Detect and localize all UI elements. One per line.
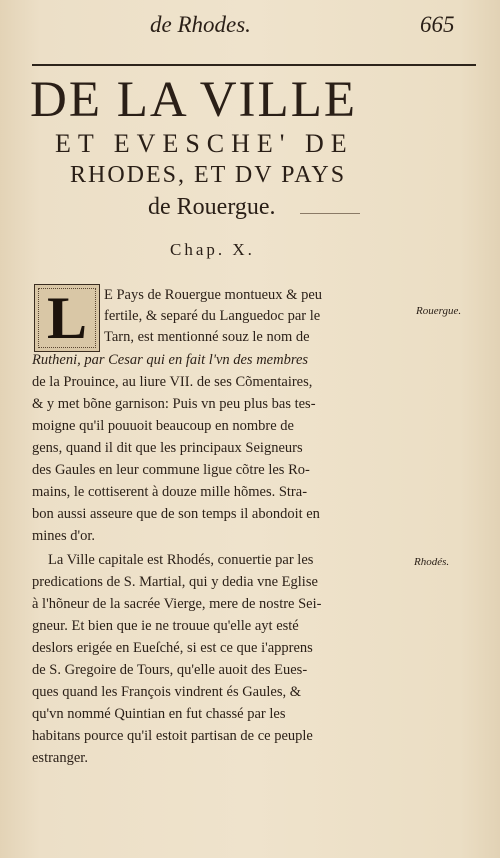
text-line: ques quand les François vindrent és Gaules, &	[32, 684, 302, 700]
text-line: fertile, & separé du Languedoc par le	[104, 308, 321, 324]
text-line: La Ville capitale est Rhodés, conuertie par les	[48, 552, 314, 568]
title-line-4: de Rouergue.	[148, 194, 276, 220]
text-line: à l'hõneur de la sacrée Vierge, mere de nostre Sei-	[32, 596, 322, 612]
text-line: de S. Gregoire de Tours, qu'elle auoit des Eues-	[32, 662, 308, 678]
text-line: estranger.	[32, 750, 88, 766]
text-line: des Gaules en leur commune ligue cõtre les Ro-	[32, 462, 310, 478]
text-line: & y met bõne garnison: Puis vn peu plus bas tes-	[32, 396, 316, 412]
text-line: Tarn, est mentionné souz le nom de	[104, 329, 310, 345]
chapter-heading: Chap. X.	[170, 240, 255, 259]
header-rule	[32, 64, 476, 66]
title-line-2: ET EVESCHE' DE	[55, 129, 354, 158]
text-line: qu'vn nommé Quintian en fut chassé par les	[32, 706, 286, 722]
running-head	[0, 12, 500, 42]
drop-cap-initial	[34, 284, 100, 352]
text-line: bon aussi asseure que de son temps il abondoit en	[32, 506, 320, 522]
text-line: de la Prouince, au liure VII. de ses Cõmentaires,	[32, 374, 313, 390]
text-line: predications de S. Martial, qui y dedia vne Eglise	[32, 574, 318, 590]
text-line: mains, le cottiserent à douze mille hõmes. Stra-	[32, 484, 308, 500]
running-head-title: de Rhodes.	[150, 12, 251, 37]
margin-note-rhodes: Rhodés.	[414, 556, 450, 568]
text-line: deslors erigée en Eueſché, si est ce que i'apprens	[32, 640, 313, 656]
text-line: moigne qu'il pouuoit beaucoup en nombre de	[32, 418, 294, 434]
title-underline	[300, 213, 360, 214]
text-line: gneur. Et bien que ie ne trouue qu'elle ayt esté	[32, 618, 299, 634]
text-line: mines d'or.	[32, 528, 96, 544]
margin-note-rouergue: Rouergue.	[416, 305, 462, 317]
title-line-1: DE LA VILLE	[30, 72, 358, 128]
title-line-3: RHODES, ET DV PAYS	[70, 162, 347, 188]
text-line: Rutheni, par Cesar qui en fait l'vn des membres	[32, 352, 309, 368]
page-number: 665	[420, 12, 455, 37]
text-line: E Pays de Rouergue montueux & peu	[104, 287, 323, 303]
text-line: gens, quand il dit que les principaux Seigneurs	[32, 440, 303, 456]
text-line: habitans pource qu'il estoit partisan de ce peuple	[32, 728, 313, 744]
drop-cap-ornament	[38, 285, 96, 351]
drop-cap-letter: L	[46, 285, 88, 351]
